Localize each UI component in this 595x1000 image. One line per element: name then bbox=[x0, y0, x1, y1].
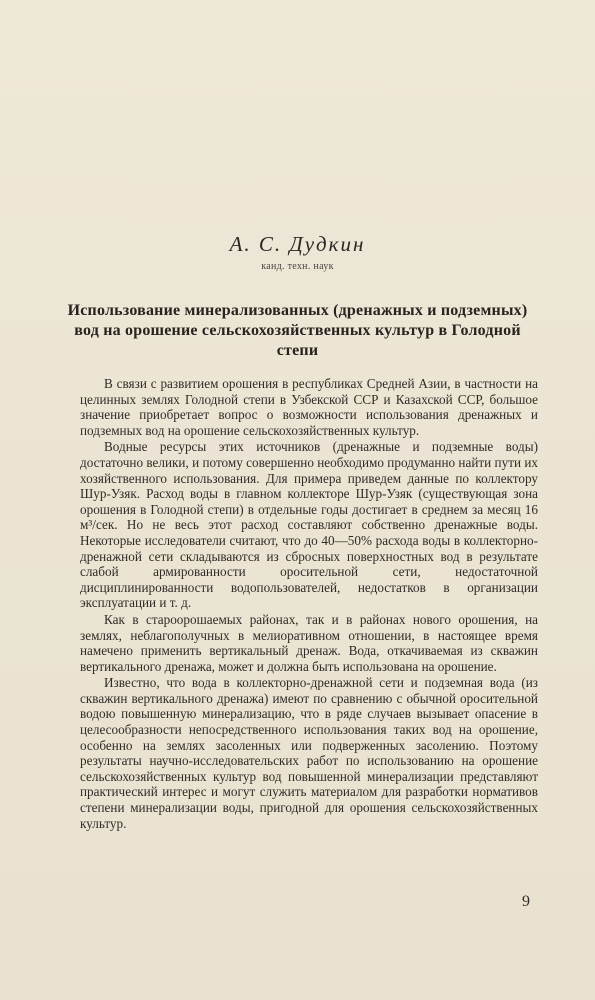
author-name: А. С. Дудкин bbox=[229, 232, 366, 256]
paragraph-2: Водные ресурсы этих источников (дренажные и подземные воды) достаточно велики, и потому совершенно необходимо продуманно найти пути их хозяйственного использования. Для примера приведем данные по коллектору Шур-Узяк. Расход воды в главном коллекторе Шур-Узяк (существующая зона орошения в Голодной степи) в отдельные годы достигает в среднем за месяц 16 м³/сек. Но не весь этот расход составляют собственно дренажные воды. Некоторые исследователи считают, что до 40—50% расхода воды в коллекторно-дренажной сети складываются из сбросных поверхностных вод в результате слабой армированности оросительной сети, недостаточной дисциплинированности водопользователей, недостатков в организации эксплуатации и т. д. bbox=[80, 439, 538, 611]
page-number: 9 bbox=[522, 893, 530, 910]
article-title: Использование минерализованных (дренажных и подземных) вод на орошение сельскохозяйственных культур в Голодной степи bbox=[67, 302, 528, 359]
paragraph-1: В связи с развитием орошения в республиках Средней Азии, в частности на целинных землях Голодной степи в Узбекской ССР и Казахской ССР, большое значение приобретает вопрос о возможности использования дренажных и подземных вод на орошение сельскохозяйственных культур. bbox=[80, 376, 538, 438]
paragraph-4: Известно, что вода в коллекторно-дренажной сети и подземная вода (из скважин вертикального дренажа) имеют по сравнению с обычной оросительной водою повышенную минерализацию, что в ряде случаев вызывает опасение в целесообразности непосредственного использования таких вод на орошение, особенно на землях засоленных или подверженных засолению. Поэтому результаты научно-исследовательских работ по использованию на орошение сельскохозяйственных культур вод повышенной минерализации представляют практический интерес и могут служить материалом для разработки нормативов степени минерализации воды, пригодной для орошения сельскохозяйственных культур. bbox=[80, 675, 538, 831]
paragraph-3: Как в староорошаемых районах, так и в районах нового орошения, на землях, неблагополучных в мелиоративном отношении, в настоящее время намечено применить вертикальный дренаж. Вода, откачиваемая из скважин вертикального дренажа, может и должна быть использована на орошение. bbox=[80, 611, 538, 674]
author-degree: канд. техн. наук bbox=[261, 261, 334, 272]
article-body bbox=[80, 376, 538, 831]
